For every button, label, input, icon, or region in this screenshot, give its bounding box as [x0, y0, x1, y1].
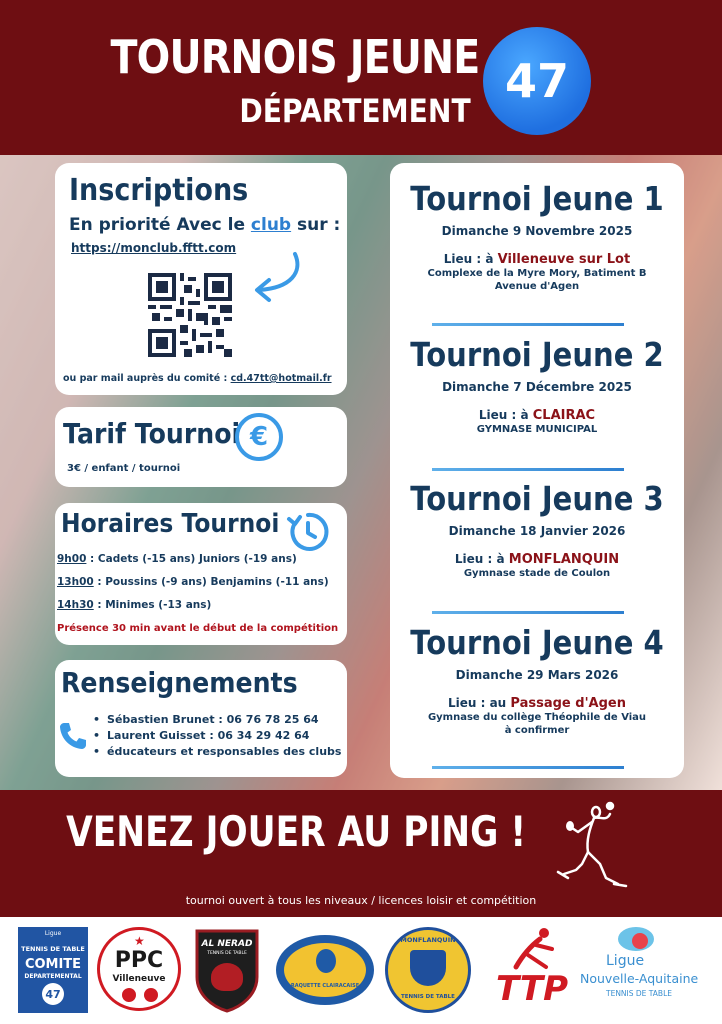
horaires-card	[55, 503, 347, 645]
ligue-nouvelle-aquitaine-logo[interactable]	[580, 925, 710, 1015]
contact-item: • Laurent Guisset : 06 34 29 42 64	[93, 728, 341, 744]
monflanquin-bottom: TENNIS DE TABLE	[401, 994, 455, 1000]
paddle-icon	[122, 988, 136, 1002]
qr-code-icon[interactable]	[148, 273, 232, 357]
separator	[432, 468, 624, 471]
horaire-time: 9h00	[57, 553, 87, 565]
sponsor-logos	[0, 917, 722, 1024]
horaire-text: : Poussins (-9 ans) Benjamins (-11 ans)	[93, 576, 329, 588]
alnerad-sub: TENNIS DE TABLE	[207, 951, 247, 956]
lieu-place: MONFLANQUIN	[508, 552, 620, 567]
inscriptions-priority	[69, 215, 340, 235]
header	[0, 0, 722, 155]
tournoi-date: Dimanche 29 Mars 2026	[455, 668, 619, 682]
tournoi-block	[390, 335, 684, 436]
tournoi-lieu	[390, 696, 684, 711]
contact-item: • éducateurs et responsables des clubs	[93, 744, 341, 760]
tarif-title: Tarif Tournoi	[63, 417, 241, 450]
paddle-icon	[144, 988, 158, 1002]
monclub-link[interactable]: https://monclub.fftt.com	[71, 241, 237, 255]
horaire-text: : Cadets (-15 ans) Juniors (-19 ans)	[86, 553, 297, 565]
crest-icon	[410, 950, 446, 986]
ping-pong-player-icon	[548, 798, 644, 896]
tournoi-lieu	[390, 552, 684, 567]
department-badge: 47	[483, 27, 591, 135]
ligue-line3: TENNIS DE TABLE	[606, 989, 672, 998]
horaire-time: 13h00	[57, 576, 94, 588]
tarif-card	[55, 407, 347, 487]
lieu-prefix: Lieu : à	[478, 408, 529, 422]
phone-icon	[57, 720, 89, 752]
renseignements-card	[55, 660, 347, 777]
horaires-title: Horaires Tournoi	[61, 509, 280, 539]
tarif-text: 3€ / enfant / tournoi	[67, 463, 181, 474]
horaire-time: 14h30	[57, 599, 94, 611]
comite-small: Ligue	[44, 930, 62, 937]
lieu-prefix: Lieu : à	[454, 552, 505, 566]
ppc-name: PPC	[114, 948, 164, 973]
al-nerad-logo[interactable]	[193, 927, 261, 1013]
horaire-line	[57, 576, 329, 588]
horaire-text: : Minimes (-13 ans)	[93, 599, 212, 611]
tournoi-name: Tournoi Jeune 3	[410, 479, 664, 518]
lieu-place: Villeneuve sur Lot	[497, 252, 631, 267]
tournoi-date: Dimanche 9 Novembre 2025	[441, 224, 633, 238]
star-icon: ★	[134, 934, 145, 948]
clock-icon	[285, 509, 331, 555]
tournoi-date: Dimanche 18 Janvier 2026	[448, 524, 626, 538]
monflanquin-top: MONFLANQUIN	[400, 936, 456, 944]
tournois-card	[390, 163, 684, 778]
raquette-text: RAQUETTE CLAIRACAISE	[290, 983, 360, 989]
tournoi-lieu	[390, 408, 684, 423]
banner-subtitle: tournoi ouvert à tous les niveaux / licences loisir et compétition	[185, 894, 537, 907]
lieu-place: CLAIRAC	[532, 408, 596, 423]
ttp-name: TTP	[495, 969, 569, 1009]
comite-line3: DEPARTEMENTAL	[24, 973, 82, 980]
mail-prefix: ou par mail auprès du comité :	[63, 373, 228, 384]
lieu-place: Passage d'Agen	[510, 696, 626, 711]
ligue-line2: Nouvelle-Aquitaine	[580, 971, 699, 986]
player-icon	[506, 927, 558, 973]
comite-line2: COMITE	[24, 957, 82, 972]
banner-title: VENEZ JOUER AU PING !	[66, 807, 527, 856]
tournoi-detail: Gymnase du collège Théophile de Viau	[427, 712, 647, 723]
alnerad-name: AL NERAD	[201, 939, 253, 949]
tournoi-name: Tournoi Jeune 2	[410, 335, 664, 374]
page-subtitle: DÉPARTEMENT	[239, 92, 471, 130]
tournoi-block	[390, 479, 684, 580]
separator	[432, 611, 624, 614]
horaires-note: Présence 30 min avant le début de la compétition	[57, 623, 339, 634]
page-title: TOURNOIS JEUNE	[110, 30, 480, 84]
monflanquin-logo[interactable]	[385, 927, 471, 1013]
horaire-line	[57, 553, 297, 565]
renseignements-title: Renseignements	[61, 666, 298, 699]
comite-line1: TENNIS DE TABLE	[21, 945, 85, 953]
tournoi-lieu	[390, 252, 684, 267]
horaire-line	[57, 599, 211, 611]
tournoi-name: Tournoi Jeune 1	[410, 179, 664, 218]
tournoi-detail: GYMNASE MUNICIPAL	[476, 424, 598, 435]
priority-suffix: sur :	[297, 215, 341, 235]
ttp-logo[interactable]	[486, 927, 578, 1013]
separator	[432, 766, 624, 769]
player-icon	[316, 949, 336, 973]
inscriptions-card	[55, 163, 347, 395]
ppc-villeneuve-logo[interactable]	[97, 927, 181, 1011]
club-link[interactable]: club	[250, 215, 292, 235]
raquette-clairacaise-logo[interactable]	[276, 931, 374, 1009]
priority-prefix: En priorité Avec le	[69, 215, 245, 235]
mail-line	[63, 373, 332, 384]
tournoi-date: Dimanche 7 Décembre 2025	[442, 380, 632, 394]
lieu-prefix: Lieu : à	[443, 252, 494, 266]
tournoi-detail: Complexe de la Myre Mory, Batiment B	[427, 268, 647, 279]
contact-item: • Sébastien Brunet : 06 76 78 25 64	[93, 712, 341, 728]
separator	[432, 323, 624, 326]
ligue-line1: Ligue	[606, 953, 645, 969]
tournoi-block	[390, 623, 684, 737]
tournoi-block	[390, 179, 684, 293]
lieu-prefix: Lieu : au	[447, 696, 507, 710]
paddle-icon	[632, 933, 648, 949]
tournoi-detail: Gymnase stade de Coulon	[463, 568, 611, 579]
tournoi-detail: Avenue d'Agen	[494, 281, 580, 292]
mail-link[interactable]: cd.47tt@hotmail.fr	[230, 373, 332, 384]
inscriptions-title: Inscriptions	[69, 173, 249, 208]
curved-arrow-icon	[245, 248, 305, 308]
contact-list	[93, 712, 341, 760]
tournoi-name: Tournoi Jeune 4	[410, 623, 664, 662]
euro-icon: €	[235, 413, 283, 461]
comite-47-logo[interactable]	[18, 927, 88, 1013]
tournoi-detail: à confirmer	[504, 725, 570, 736]
ppc-city: Villeneuve	[112, 974, 166, 984]
comite-num: 47	[42, 983, 64, 1005]
bottom-banner	[0, 790, 722, 917]
ball-icon	[211, 963, 243, 991]
